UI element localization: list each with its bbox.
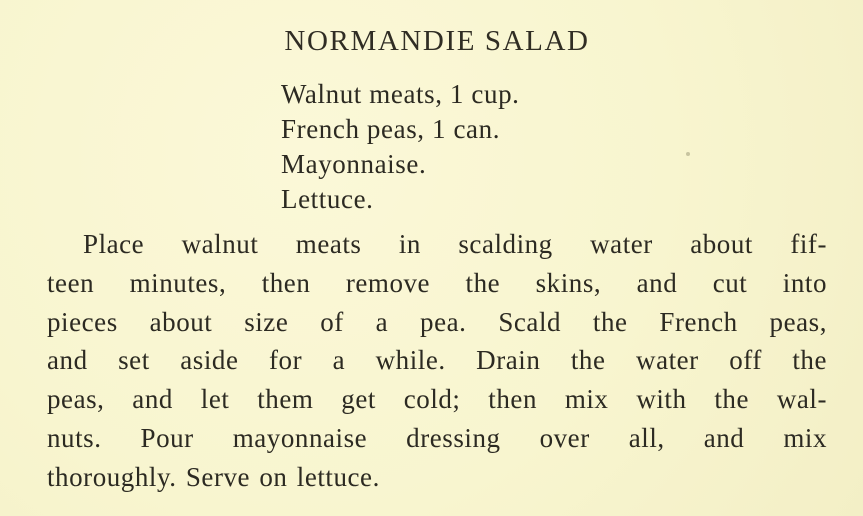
directions-line: teen minutes, then remove the skins, and cut into: [47, 267, 827, 298]
ingredient-list: [281, 77, 520, 217]
ingredient-item: Mayonnaise.: [281, 149, 427, 179]
recipe-title: NORMANDIE SALAD: [284, 25, 590, 57]
ingredient-item: Walnut meats, 1 cup.: [281, 79, 520, 109]
paper-speck: [686, 152, 690, 156]
ingredient-item: Lettuce.: [281, 184, 374, 214]
directions-line: nuts. Pour mayonnaise dressing over all, and mix: [47, 422, 827, 453]
recipe-directions: [47, 225, 827, 497]
directions-line: pieces about size of a pea. Scald the French peas,: [47, 306, 827, 337]
directions-line: Place walnut meats in scalding water about fif-: [83, 229, 827, 259]
directions-line: peas, and let them get cold; then mix with the wal-: [47, 384, 827, 415]
directions-line: and set aside for a while. Drain the water off the: [47, 345, 827, 376]
ingredient-item: French peas, 1 can.: [281, 114, 501, 144]
directions-line: thoroughly. Serve on lettuce.: [47, 461, 380, 492]
